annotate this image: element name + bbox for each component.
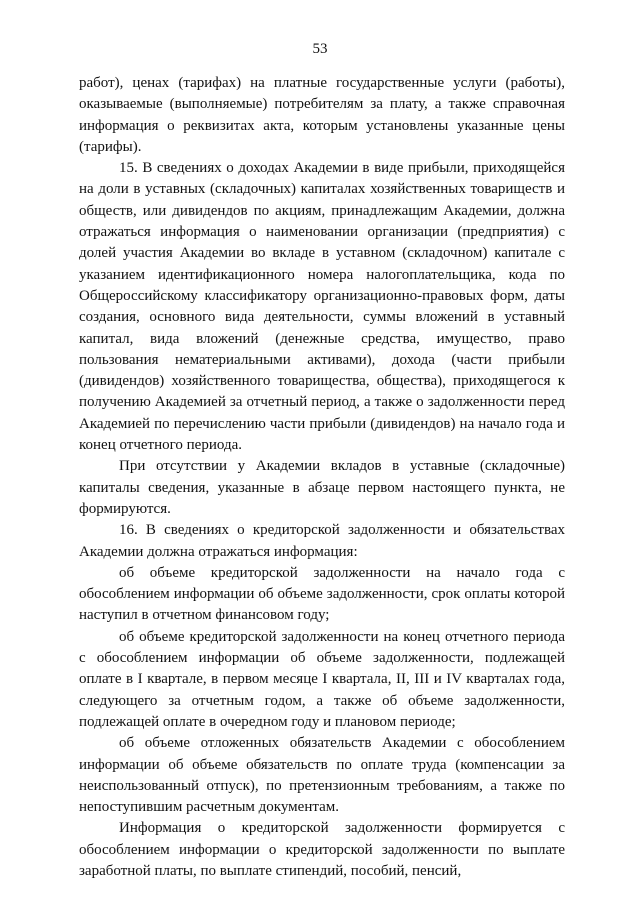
paragraph: работ), ценах (тарифах) на платные государственные услуги (работы), оказываемые (выполняемые) потребителям за плату, а также справочная информация о реквизитах акта, которым установлены указанные цены (тарифы). [79, 75, 565, 155]
paragraph: Информация о кредиторской задолженности формируется с обособлением информации о кредиторской задолженности по выплате заработной платы, по выплате стипендий, пособий, пенсий, [79, 820, 565, 879]
paragraph: 16. В сведениях о кредиторской задолженности и обязательствах Академии должна отражаться информация: [79, 522, 565, 560]
document-body [79, 73, 565, 882]
paragraph: об объеме отложенных обязательств Академии с обособлением информации об объеме обязательств по оплате труда (компенсации за неиспользованный отпуск), по претензионным требованиям, а также по непоступившим расчетным документам. [79, 735, 565, 816]
paragraph: об объеме кредиторской задолженности на конец отчетного периода с обособлением информации об объеме задолженности, подлежащей оплате в I квартале, в первом месяце I квартала, II, III и IV кварталах года, следующего за отчетным годом, а также об объеме задолженности, подлежащей оплате в очередном году и плановом периоде; [79, 628, 565, 730]
paragraph: 15. В сведениях о доходах Академии в виде прибыли, приходящейся на доли в уставных (складочных) капиталах хозяйственных товариществ и обществ, или дивидендов по акциям, принадлежащим Академии, должна отражаться информация о наименовании организации (предприятия) с долей участия Академии во вкладе в уставном (складочном) капитале с указанием идентификационного номера налогоплательщика, кода по Общероссийскому классификатору организационно-правовых форм, даты создания, основного вида деятельности, суммы вложений в уставный капитал, вида вложений (денежные средства, имущество, право пользования нематериальными активами), дохода (части прибыли (дивидендов) хозяйственного товарищества, общества), приходящегося к получению Академией за отчетный период, а также о задолженности перед Академией по перечислению части прибыли (дивидендов) на начало года и конец отчетного периода. [79, 160, 565, 454]
page-number: 53 [312, 41, 328, 57]
paragraph: об объеме кредиторской задолженности на начало года с обособлением информации об объеме задолженности, срок оплаты которой наступил в отчетном финансовом году; [79, 564, 565, 624]
paragraph: При отсутствии у Академии вкладов в уставные (складочные) капиталы сведения, указанные в абзаце первом настоящего пункта, не формируются. [79, 458, 565, 517]
